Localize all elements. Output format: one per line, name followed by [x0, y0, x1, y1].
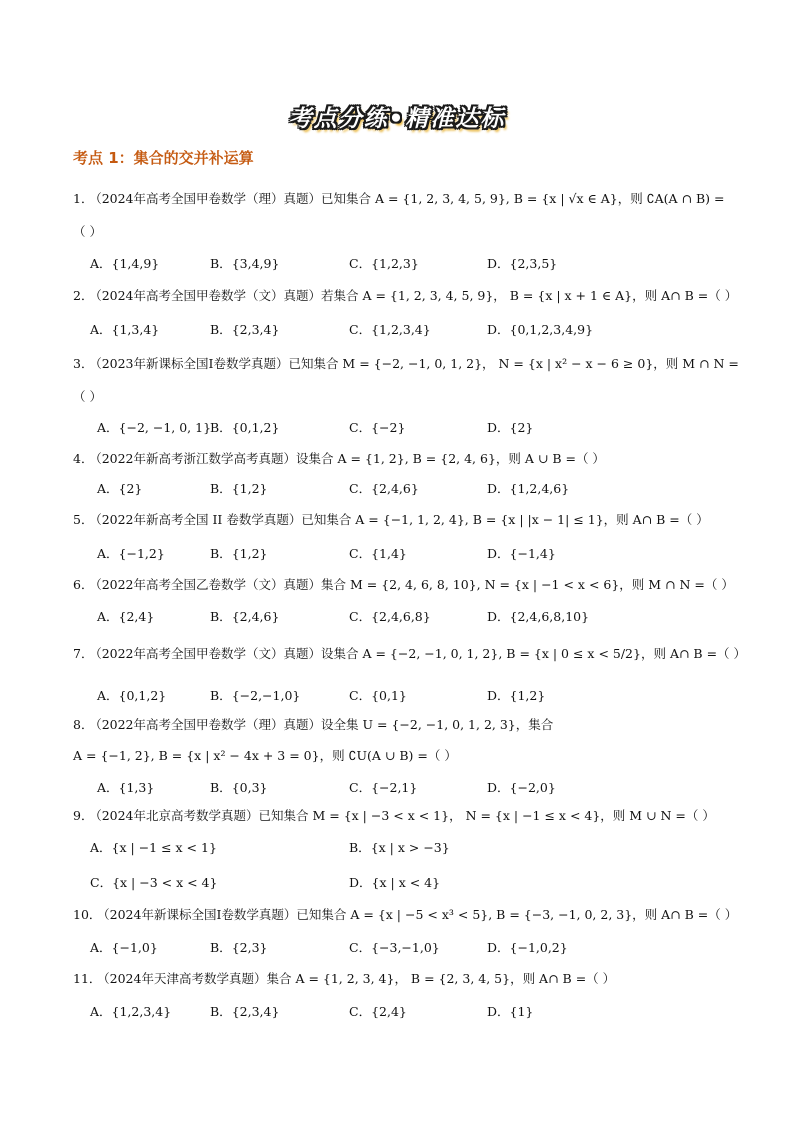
option-b[interactable]: B．{2,3,4}	[210, 1004, 280, 1019]
question-stem: （2023年新课标全国Ⅰ卷数学真题）已知集合 M = {−2, −1, 0, 1, 2}， N = {x | x² − x − 6 ≥ 0}，则 M ∩ N =	[95, 356, 739, 371]
question-continuation: A = {−1, 2}, B = {x | x² − 4x + 3 = 0}，则 ∁U(A ∪ B) =（ ）	[73, 748, 457, 763]
option-a[interactable]: A．{1,3}	[97, 780, 155, 795]
option-b[interactable]: B．{0,3}	[210, 780, 268, 795]
question-10: 10． （2024年新课标全国Ⅰ卷数学真题）已知集合 A = {x | −5 < x³ < 5}, B = {−3, −1, 0, 2, 3}，则 A∩ B =（ ）	[73, 907, 738, 922]
option-c[interactable]: C．{2,4}	[349, 1004, 407, 1019]
option-b[interactable]: B．{2,3,4}	[210, 322, 280, 337]
question-stem: （2024年天津高考数学真题）集合 A = {1, 2, 3, 4}， B = {2, 3, 4, 5}，则 A∩ B =（ ）	[103, 971, 616, 986]
question-9: 9． （2024年北京高考数学真题）已知集合 M = {x | −3 < x < 1}， N = {x | −1 ≤ x < 4}，则 M ∪ N =（ ）	[73, 808, 715, 823]
option-d[interactable]: D．{−1,4}	[487, 546, 556, 561]
question-stem: （2024年高考全国甲卷数学（理）真题）已知集合 A = {1, 2, 3, 4, 5, 9}, B = {x | √x ∈ A}，则 ∁A(A ∩ B) =	[95, 191, 725, 206]
option-d[interactable]: D．{2,4,6,8,10}	[487, 609, 590, 624]
option-d[interactable]: D．{0,1,2,3,4,9}	[487, 322, 594, 337]
option-a[interactable]: A．{−1,0}	[90, 940, 158, 955]
option-b[interactable]: B．{1,2}	[210, 481, 268, 496]
option-d[interactable]: D．{2}	[487, 420, 534, 435]
option-d[interactable]: D．{1}	[487, 1004, 534, 1019]
option-c[interactable]: C．{2,4,6}	[349, 481, 419, 496]
option-d[interactable]: D．{−2,0}	[487, 780, 556, 795]
question-6: 6． （2022年高考全国乙卷数学（文）真题）集合 M = {2, 4, 6, 8, 10}, N = {x | −1 < x < 6}，则 M ∩ N =（ ）	[73, 577, 734, 592]
question-11: 11． （2024年天津高考数学真题）集合 A = {1, 2, 3, 4}， B = {2, 3, 4, 5}，则 A∩ B =（ ）	[73, 971, 616, 986]
question-stem: （2024年北京高考数学真题）已知集合 M = {x | −3 < x < 1}， N = {x | −1 ≤ x < 4}，则 M ∪ N =（ ）	[95, 808, 715, 823]
option-d[interactable]: D．{x | x < 4}	[349, 875, 441, 890]
option-a[interactable]: A．{1,2,3,4}	[90, 1004, 172, 1019]
question-continuation: （ ）	[73, 224, 102, 239]
question-7: 7． （2022年高考全国甲卷数学（文）真题）设集合 A = {−2, −1, 0, 1, 2}, B = {x | 0 ≤ x < 5/2}，则 A∩ B =（ ）	[73, 646, 747, 661]
option-b[interactable]: B．{1,2}	[210, 546, 268, 561]
question-continuation: （ ）	[73, 389, 102, 404]
option-b[interactable]: B．{−2,−1,0}	[210, 688, 301, 703]
option-c[interactable]: C．{1,4}	[349, 546, 407, 561]
option-c[interactable]: C．{0,1}	[349, 688, 407, 703]
question-stem: （2022年高考全国乙卷数学（文）真题）集合 M = {2, 4, 6, 8, 10}, N = {x | −1 < x < 6}，则 M ∩ N =（ ）	[95, 577, 734, 592]
option-b[interactable]: B．{0,1,2}	[210, 420, 280, 435]
question-stem: （2022年新高考全国 II 卷数学真题）已知集合 A = {−1, 1, 2, 4}, B = {x | |x − 1| ≤ 1}，则 A∩ B =（ ）	[95, 512, 709, 527]
option-b[interactable]: B．{x | x > −3}	[349, 840, 450, 855]
option-d[interactable]: D．{2,3,5}	[487, 256, 558, 271]
option-a[interactable]: A．{2,4}	[97, 609, 155, 624]
option-c[interactable]: C．{2,4,6,8}	[349, 609, 431, 624]
option-c[interactable]: C．{−2}	[349, 420, 406, 435]
question-4: 4． （2022年新高考浙江数学高考真题）设集合 A = {1, 2}, B = {2, 4, 6}，则 A ∪ B =（ ）	[73, 451, 605, 466]
question-stem: （2022年新高考浙江数学高考真题）设集合 A = {1, 2}, B = {2, 4, 6}，则 A ∪ B =（ ）	[95, 451, 605, 466]
option-c[interactable]: C．{x | −3 < x < 4}	[90, 875, 218, 890]
option-d[interactable]: D．{1,2}	[487, 688, 546, 703]
section-title: 考点 1：集合的交并补运算	[73, 149, 254, 167]
question-3: 3． （2023年新课标全国Ⅰ卷数学真题）已知集合 M = {−2, −1, 0, 1, 2}， N = {x | x² − x − 6 ≥ 0}，则 M ∩ N =	[73, 356, 739, 371]
option-b[interactable]: B．{3,4,9}	[210, 256, 280, 271]
question-1	[73, 190, 725, 208]
question-stem: （2022年高考全国甲卷数学（文）真题）设集合 A = {−2, −1, 0, 1, 2}, B = {x | 0 ≤ x < 5/2}，则 A∩ B =（ ）	[95, 646, 747, 661]
option-a[interactable]: A．{1,4,9}	[90, 256, 160, 271]
question-8: 8． （2022年高考全国甲卷数学（理）真题）设全集 U = {−2, −1, 0, 1, 2, 3}，集合	[73, 717, 554, 732]
question-stem: （2024年新课标全国Ⅰ卷数学真题）已知集合 A = {x | −5 < x³ < 5}, B = {−3, −1, 0, 2, 3}，则 A∩ B =（ ）	[103, 907, 738, 922]
option-a[interactable]: A．{x | −1 ≤ x < 1}	[90, 840, 217, 855]
option-a[interactable]: A．{1,3,4}	[90, 322, 160, 337]
option-a[interactable]: A．{−2, −1, 0, 1}	[97, 420, 212, 435]
option-a[interactable]: A．{−1,2}	[97, 546, 165, 561]
question-number: 1．	[73, 191, 94, 206]
option-a[interactable]: A．{0,1,2}	[97, 688, 167, 703]
question-stem: （2022年高考全国甲卷数学（理）真题）设全集 U = {−2, −1, 0, 1, 2, 3}，集合	[95, 717, 554, 732]
option-d[interactable]: D．{1,2,4,6}	[487, 481, 570, 496]
option-b[interactable]: B．{2,3}	[210, 940, 268, 955]
option-c[interactable]: C．{−2,1}	[349, 780, 418, 795]
question-stem: （2024年高考全国甲卷数学（文）真题）若集合 A = {1, 2, 3, 4, 5, 9}， B = {x | x + 1 ∈ A}，则 A∩ B =（ ）	[95, 288, 738, 303]
option-c[interactable]: C．{1,2,3,4}	[349, 322, 431, 337]
option-c[interactable]: C．{1,2,3}	[349, 256, 419, 271]
option-a[interactable]: A．{2}	[97, 481, 143, 496]
option-d[interactable]: D．{−1,0,2}	[487, 940, 568, 955]
page-title: 考点分练•精准达标	[288, 106, 506, 132]
option-c[interactable]: C．{−3,−1,0}	[349, 940, 440, 955]
question-2: 2． （2024年高考全国甲卷数学（文）真题）若集合 A = {1, 2, 3, 4, 5, 9}， B = {x | x + 1 ∈ A}，则 A∩ B =（ ）	[73, 288, 738, 303]
question-5: 5． （2022年新高考全国 II 卷数学真题）已知集合 A = {−1, 1, 2, 4}, B = {x | |x − 1| ≤ 1}，则 A∩ B =（ ）	[73, 512, 709, 527]
option-b[interactable]: B．{2,4,6}	[210, 609, 280, 624]
